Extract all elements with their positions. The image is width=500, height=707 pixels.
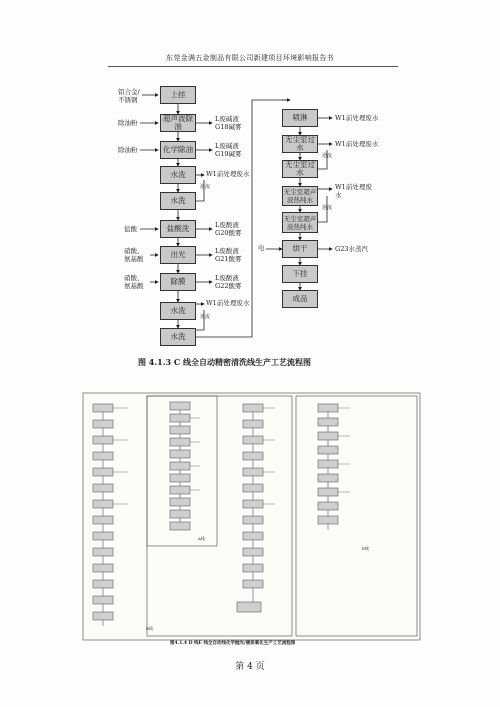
step-film-removal: 除膜: [160, 273, 196, 291]
input-degreasing-powder-2: 除油粉: [118, 146, 138, 154]
step-hcl-wash: 盐酸洗: [160, 220, 196, 238]
reflux-label-4: 逆流: [322, 205, 333, 211]
output-acid-g20: L废酸液 G20酸雾: [215, 221, 242, 237]
input-electricity: 电: [258, 244, 265, 252]
figure-d-region-label-2: B线: [146, 626, 153, 631]
step-rinse-4: 水洗: [160, 328, 196, 346]
figure-c-caption: 图 4.1.3 C 线全自动精密清洗线生产工艺流程图: [138, 357, 311, 367]
step-finished-product: 成品: [282, 290, 318, 308]
step-cleanroom-ultrasonic-2: 无尘室超声 波热纯水: [282, 212, 318, 233]
output-alkali-g19: L废碱液 G19碱雾: [215, 142, 242, 158]
input-nitric-sulfamic-1: 硝酸、 氨基酸: [124, 247, 144, 263]
figure-d-caption: 图4.1.4 D 线E 线全自动线化学抛光/硬质氧化生产工艺流程图: [170, 641, 296, 646]
step-cleanroom-ultrasonic-1: 无尘室超声 波热纯水: [283, 188, 317, 204]
step-rinse-2: 水洗: [160, 192, 196, 210]
page-number: 第 4 页: [235, 662, 265, 672]
step-rinse-1: 水洗: [160, 166, 196, 184]
input-hydrochloric-acid: 盐酸: [124, 225, 137, 233]
output-acid-g22: L废酸液 G22酸雾: [215, 274, 242, 290]
output-wastewater-5: W1前处理废 水: [335, 183, 372, 199]
step-drying: 烘干: [282, 240, 318, 258]
step-spray: 喷淋: [282, 109, 318, 127]
output-acid-g21: L废酸液 G21酸雾: [215, 247, 242, 263]
figure-d-region-label-3: E线: [362, 546, 369, 551]
step-ultrasonic-degrease: 超声波除油: [160, 114, 196, 132]
output-wastewater-3: W1前处理废水: [335, 114, 379, 122]
step-rinse-3: 水洗: [160, 302, 196, 320]
reflux-label-2: 逆流: [200, 314, 211, 320]
input-nitric-sulfamic-2: 硝酸、 氨基酸: [124, 274, 144, 290]
output-steam-g23: G23水蒸汽: [335, 245, 368, 253]
reflux-label-1: 逆流: [200, 184, 211, 190]
step-unhanging: 下挂: [282, 265, 318, 283]
step-brightening: 出光: [160, 246, 196, 264]
page-header: 东莞金满五金制品有限公司新建项目环境影响报告书: [166, 54, 334, 62]
output-alkali-g18: L废碱液 G18碱雾: [215, 115, 242, 131]
input-material: 铝合金/ 不锈钢: [118, 88, 140, 104]
step-chemical-degrease: 化学除油: [160, 141, 196, 159]
step-cleanroom-rinse-1: 无尘室过水: [282, 135, 318, 153]
step-hanging: 上挂: [160, 86, 196, 104]
output-wastewater-2: W1前处理废水: [206, 299, 250, 307]
reflux-label-3: 逆流: [322, 153, 333, 159]
output-wastewater-1: W1前处理废水: [206, 170, 250, 178]
input-degreasing-powder-1: 除油粉: [118, 119, 138, 127]
figure-d-region-label-1: A线: [198, 536, 205, 541]
step-cleanroom-rinse-2: 无尘室过水: [282, 160, 318, 178]
output-wastewater-4: W1前处理废水: [335, 140, 379, 148]
